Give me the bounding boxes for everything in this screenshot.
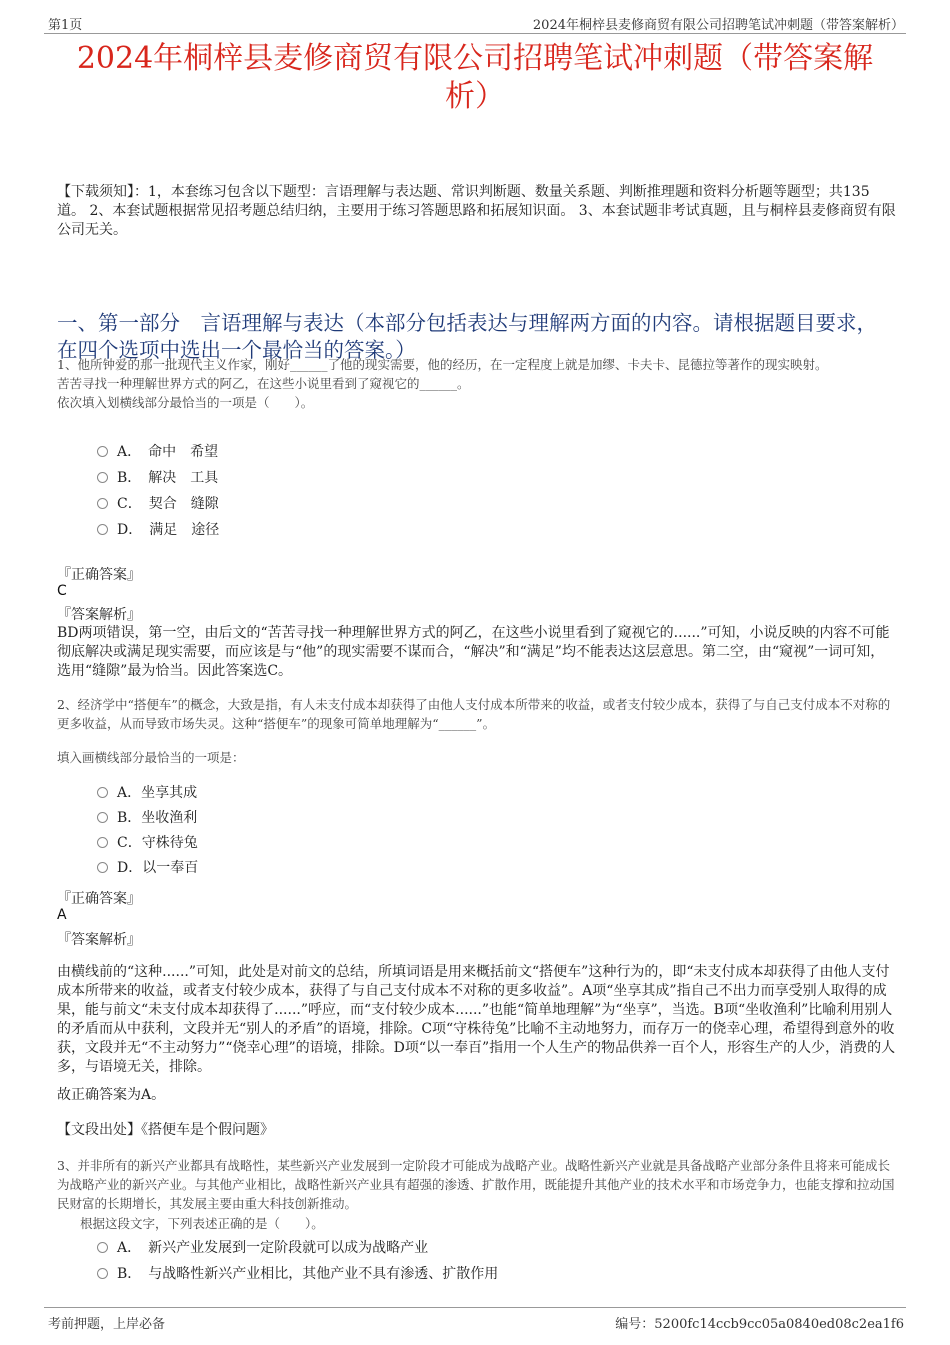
option-2-b[interactable]: B．坐收渔利 — [97, 807, 198, 829]
answer-label-2: 『正确答案』 — [57, 891, 141, 907]
correct-answer-2: A — [57, 907, 67, 923]
section-heading: 一、第一部分 言语理解与表达（本部分包括表达与理解两方面的内容。请根据题目要求，在四个选项中选出一个最恰当的答案。） — [57, 311, 877, 362]
option-2-c[interactable]: C．守株待兔 — [97, 832, 198, 854]
header-divider — [44, 33, 906, 34]
option-1-a[interactable]: A． 命中 希望 — [97, 441, 219, 463]
option-2-a[interactable]: A．坐享其成 — [97, 782, 198, 804]
footer-doc-id: 编号：5200fc14ccb9cc05a0840ed08c2ea1f6 — [615, 1317, 904, 1332]
radio-icon[interactable] — [97, 837, 108, 848]
question-1-prompt: 依次填入划横线部分最恰当的一项是（ ）。 — [57, 395, 314, 410]
analysis-label-1: 『答案解析』 — [57, 607, 141, 623]
page-title: 2024年桐梓县麦修商贸有限公司招聘笔试冲刺题（带答案解析） — [76, 41, 874, 114]
question-1-line-1: 1、他所钟爱的那一批现代主义作家，刚好______了他的现实需要，他的经历，在一定程度上就是加缪、卡夫卡、昆德拉等著作的现实映射。 — [57, 357, 828, 372]
option-1-c[interactable]: C． 契合 缝隙 — [97, 493, 219, 515]
option-3-a[interactable]: A． 新兴产业发展到一定阶段就可以成为战略产业 — [97, 1237, 498, 1259]
question-1-line-2: 苦苦寻找一种理解世界方式的阿乙，在这些小说里看到了窥视它的______。 — [57, 376, 470, 391]
radio-icon[interactable] — [97, 446, 108, 457]
correct-answer-1: C — [57, 583, 67, 599]
option-2-d[interactable]: D．以一奉百 — [97, 857, 198, 879]
answer-label-1: 『正确答案』 — [57, 567, 141, 583]
radio-icon[interactable] — [97, 812, 108, 823]
header-doc-title: 2024年桐梓县麦修商贸有限公司招聘笔试冲刺题（带答案解析） — [532, 18, 904, 33]
footer-divider — [44, 1307, 906, 1308]
page-number: 第1页 — [48, 18, 83, 33]
radio-icon[interactable] — [97, 787, 108, 798]
analysis-1: BD两项错误，第一空，由后文的“苦苦寻找一种理解世界方式的阿乙，在这些小说里看到了窥视它的......”可知，小说反映的内容不可能彻底解决或满足现实需要，而应该是与“他”的现实需要不谋而合，“解决”和“满足”均不能表达这层意思。第二空，由“窥视”一词可知，选用“缝隙”最为恰当。因此答案选C。 — [57, 625, 890, 679]
option-1-b[interactable]: B． 解决 工具 — [97, 467, 219, 489]
question-2-text: 2、经济学中“搭便车”的概念，大致是指，有人未支付成本却获得了由他人支付成本所带来的收益，或者支付较少成本，获得了与自己支付成本不对称的更多收益，从而导致市场失灵。这种“搭便车”的现象可简单地理解为“______”。 — [57, 697, 891, 731]
radio-icon[interactable] — [97, 1242, 108, 1253]
radio-icon[interactable] — [97, 472, 108, 483]
analysis-2: 由横线前的“这种......”可知，此处是对前文的总结，所填词语是用来概括前文“搭便车”这种行为的，即“未支付成本却获得了由他人支付成本所带来的收益，或者支付较少成本，获得了与自己支付成本不对称的更多收益”。A项“坐享其成”指自己不出力而享受别人取得的成果，能与前文“未支付成本却获得了......”呼应，而“支付较少成本......”也能“简单地理解”为“坐享”，当选。B项“坐收渔利”比喻利用别人的矛盾而从中获利，文段并无“别人的矛盾”的语境，排除。C项“守株待兔”比喻不主动地努力，而存万一的侥幸心理，希望得到意外的收获，文段并无“不主动努力”“侥幸心理”的语境，排除。D项“以一奉百”指用一个人生产的物品供养一百个人，形容生产的人少，消费的人多，与语境无关，排除。 — [57, 964, 896, 1075]
question-2-options — [97, 782, 198, 879]
source-2: 【文段出处】《搭便车是个假问题》 — [57, 1122, 274, 1138]
radio-icon[interactable] — [97, 498, 108, 509]
footer-slogan: 考前押题，上岸必备 — [48, 1317, 166, 1332]
conclusion-2: 故正确答案为A。 — [57, 1087, 166, 1103]
radio-icon[interactable] — [97, 524, 108, 535]
question-3-options — [97, 1237, 498, 1285]
radio-icon[interactable] — [97, 1268, 108, 1279]
question-2-prompt: 填入画横线部分最恰当的一项是： — [57, 750, 245, 765]
question-1-options — [97, 441, 219, 541]
radio-icon[interactable] — [97, 862, 108, 873]
question-1-text — [57, 355, 897, 412]
download-notice: 【下载须知】：1，本套练习包含以下题型：言语理解与表达题、常识判断题、数量关系题、判断推理题和资料分析题等题型；共135道。 2、本套试题根据常见招考题总结归纳，主要用于练习答题思路和拓展知识面。 3、本套试题非考试真题，且与桐梓县麦修商贸有限公司无关。 — [57, 184, 896, 238]
option-3-b[interactable]: B． 与战略性新兴产业相比，其他产业不具有渗透、扩散作用 — [97, 1263, 498, 1285]
question-3-prompt: 根据这段文字，下列表述正确的是（ ）。 — [80, 1216, 324, 1231]
option-1-d[interactable]: D． 满足 途径 — [97, 519, 219, 541]
analysis-label-2: 『答案解析』 — [57, 932, 141, 948]
question-3-text: 3、并非所有的新兴产业都具有战略性，某些新兴产业发展到一定阶段才可能成为战略产业。战略性新兴产业就是具备战略产业部分条件且将来可能成长为战略产业的新兴产业。与其他产业相比，战略性新兴产业具有超强的渗透、扩散作用，既能提升其他产业的技术水平和市场竞争力，也能支撑和拉动国民财富的长期增长，其发展主要由重大科技创新推动。 — [57, 1158, 895, 1211]
